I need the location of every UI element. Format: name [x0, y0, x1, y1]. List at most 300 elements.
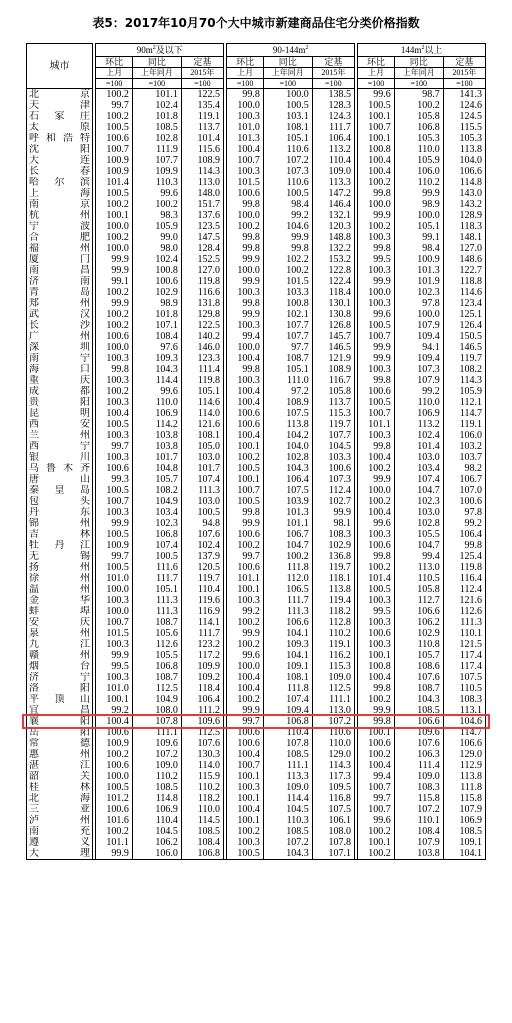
- value-cell: 108.1: [263, 122, 312, 133]
- value-cell: 106.8: [132, 529, 181, 540]
- value-cell: 100.2: [227, 639, 263, 650]
- value-cell: 100.8: [358, 144, 394, 155]
- city-cell: 长沙: [27, 320, 93, 331]
- value-cell: 100.0: [96, 584, 132, 595]
- value-cell: 100.1: [358, 133, 394, 144]
- table-row: [27, 804, 486, 815]
- value-cell: 100.6: [358, 628, 394, 639]
- value-cell: 100.2: [358, 463, 394, 474]
- value-cell: 100.4: [96, 716, 132, 727]
- value-cell: 108.0: [132, 705, 181, 716]
- value-cell: 114.6: [181, 397, 223, 408]
- value-cell: 106.0: [443, 430, 485, 441]
- value-cell: 113.2: [394, 419, 443, 430]
- value-cell: 102.3: [132, 518, 181, 529]
- value-cell: 153.2: [312, 254, 354, 265]
- value-cell: 123.3: [181, 353, 223, 364]
- value-cell: 101.7: [132, 452, 181, 463]
- table-row: [27, 628, 486, 639]
- value-cell: 111.1: [263, 760, 312, 771]
- value-cell: 146.4: [312, 199, 354, 210]
- value-cell: 99.8: [227, 89, 263, 101]
- value-cell: 148.6: [443, 254, 485, 265]
- table-row: [27, 408, 486, 419]
- value-cell: 99.5: [358, 254, 394, 265]
- value-cell: 118.1: [312, 573, 354, 584]
- value-cell: 110.2: [312, 628, 354, 639]
- value-cell: 105.1: [132, 584, 181, 595]
- value-cell: 100.3: [227, 595, 263, 606]
- value-cell: 100.1: [227, 815, 263, 826]
- value-cell: 121.6: [181, 419, 223, 430]
- value-cell: 151.7: [181, 199, 223, 210]
- value-cell: 106.7: [263, 529, 312, 540]
- value-cell: 97.8: [394, 298, 443, 309]
- value-cell: 100.4: [227, 397, 263, 408]
- value-cell: 113.8: [263, 419, 312, 430]
- value-cell: 99.9: [358, 276, 394, 287]
- value-cell: 99.9: [96, 265, 132, 276]
- value-cell: 100.7: [358, 782, 394, 793]
- value-cell: 100.1: [96, 694, 132, 705]
- city-cell: 银川: [27, 452, 93, 463]
- value-cell: 99.9: [358, 474, 394, 485]
- value-cell: 101.4: [358, 573, 394, 584]
- table-row: [27, 89, 486, 101]
- value-cell: 100.6: [96, 760, 132, 771]
- table-row: [27, 738, 486, 749]
- value-cell: 105.1: [181, 386, 223, 397]
- value-cell: 105.3: [394, 133, 443, 144]
- value-cell: 100.0: [96, 771, 132, 782]
- value-cell: 111.8: [443, 782, 485, 793]
- table-row: [27, 782, 486, 793]
- value-cell: 111.7: [181, 628, 223, 639]
- value-cell: 113.3: [263, 771, 312, 782]
- city-cell: 重庆: [27, 375, 93, 386]
- column-base-header: =100: [263, 79, 312, 89]
- value-cell: 100.5: [96, 419, 132, 430]
- value-cell: 115.3: [312, 661, 354, 672]
- value-cell: 100.4: [227, 386, 263, 397]
- value-cell: 100.1: [227, 474, 263, 485]
- value-cell: 150.5: [443, 331, 485, 342]
- value-cell: 103.1: [263, 111, 312, 122]
- value-cell: 119.6: [181, 595, 223, 606]
- value-cell: 111.6: [132, 562, 181, 573]
- value-cell: 110.0: [394, 397, 443, 408]
- value-cell: 109.9: [132, 166, 181, 177]
- value-cell: 100.4: [358, 155, 394, 166]
- value-cell: 101.7: [181, 463, 223, 474]
- value-cell: 109.0: [312, 672, 354, 683]
- value-cell: 111.8: [263, 562, 312, 573]
- city-cell: 烟台: [27, 661, 93, 672]
- value-cell: 100.5: [358, 397, 394, 408]
- value-cell: 100.0: [96, 342, 132, 353]
- value-cell: 118.2: [181, 793, 223, 804]
- city-cell: 扬州: [27, 562, 93, 573]
- value-cell: 111.2: [181, 705, 223, 716]
- value-cell: 99.8: [358, 188, 394, 199]
- group-header: $90-144m^2$: [227, 44, 355, 57]
- column-base-header: =100: [181, 79, 223, 89]
- value-cell: 110.0: [312, 738, 354, 749]
- value-cell: 100.4: [358, 672, 394, 683]
- value-cell: 110.4: [181, 584, 223, 595]
- value-cell: 99.9: [394, 188, 443, 199]
- column-ref-header: 2015年: [312, 68, 354, 79]
- value-cell: 100.3: [227, 166, 263, 177]
- value-cell: 99.8: [358, 716, 394, 727]
- value-cell: 111.7: [263, 595, 312, 606]
- column-ref-header: 上月: [96, 68, 132, 79]
- table-row: [27, 650, 486, 661]
- value-cell: 100.2: [358, 562, 394, 573]
- value-cell: 101.1: [358, 419, 394, 430]
- value-cell: 100.2: [227, 617, 263, 628]
- table-row: [27, 595, 486, 606]
- value-cell: 100.0: [394, 210, 443, 221]
- value-cell: 148.0: [181, 188, 223, 199]
- value-cell: 115.6: [181, 144, 223, 155]
- city-cell: 南宁: [27, 353, 93, 364]
- value-cell: 109.1: [263, 661, 312, 672]
- column-name-header: 定基: [312, 57, 354, 68]
- value-cell: 99.9: [96, 298, 132, 309]
- value-cell: 101.5: [96, 628, 132, 639]
- value-cell: 100.3: [96, 507, 132, 518]
- city-column-header: 城市: [27, 44, 93, 89]
- column-name-header: 环比: [96, 57, 132, 68]
- value-cell: 100.2: [358, 694, 394, 705]
- value-cell: 106.6: [443, 738, 485, 749]
- value-cell: 146.5: [312, 342, 354, 353]
- value-cell: 114.5: [181, 815, 223, 826]
- table-row: [27, 353, 486, 364]
- value-cell: 100.9: [96, 166, 132, 177]
- value-cell: 107.5: [312, 804, 354, 815]
- table-row: [27, 617, 486, 628]
- value-cell: 111.3: [181, 485, 223, 496]
- value-cell: 108.5: [394, 705, 443, 716]
- value-cell: 100.6: [227, 727, 263, 738]
- value-cell: 101.8: [132, 309, 181, 320]
- value-cell: 100.5: [96, 188, 132, 199]
- value-cell: 122.5: [181, 89, 223, 101]
- value-cell: 135.4: [181, 100, 223, 111]
- page-title: 表5：2017年10月70个大中城市新建商品住宅分类价格指数: [92, 16, 420, 30]
- value-cell: 108.7: [132, 672, 181, 683]
- value-cell: 100.1: [358, 837, 394, 848]
- value-cell: 109.0: [394, 771, 443, 782]
- value-cell: 107.2: [263, 155, 312, 166]
- value-cell: 100.3: [227, 320, 263, 331]
- city-cell: 湛江: [27, 760, 93, 771]
- value-cell: 99.6: [132, 188, 181, 199]
- value-cell: 100.5: [263, 100, 312, 111]
- value-cell: 106.7: [443, 474, 485, 485]
- value-cell: 100.3: [358, 364, 394, 375]
- value-cell: 100.4: [227, 804, 263, 815]
- column-name-header: 定基: [443, 57, 485, 68]
- value-cell: 100.1: [227, 584, 263, 595]
- value-cell: 100.0: [227, 342, 263, 353]
- value-cell: 100.1: [358, 650, 394, 661]
- city-cell: 济宁: [27, 672, 93, 683]
- value-cell: 117.4: [443, 650, 485, 661]
- value-cell: 100.3: [227, 287, 263, 298]
- value-cell: 100.6: [443, 496, 485, 507]
- table-row: [27, 562, 486, 573]
- value-cell: 119.4: [312, 595, 354, 606]
- value-cell: 101.1: [227, 573, 263, 584]
- value-cell: 102.4: [181, 540, 223, 551]
- value-cell: 106.6: [443, 166, 485, 177]
- value-cell: 119.8: [443, 562, 485, 573]
- value-cell: 141.3: [443, 89, 485, 101]
- group-header: $90m^2$及以下: [96, 44, 224, 57]
- value-cell: 122.8: [312, 265, 354, 276]
- value-cell: 100.3: [358, 639, 394, 650]
- city-cell: 丹东: [27, 507, 93, 518]
- value-cell: 99.8: [227, 199, 263, 210]
- value-cell: 126.8: [312, 320, 354, 331]
- value-cell: 113.7: [312, 397, 354, 408]
- city-cell: 安庆: [27, 617, 93, 628]
- value-cell: 100.0: [96, 606, 132, 617]
- table-row: [27, 771, 486, 782]
- value-cell: 100.7: [358, 122, 394, 133]
- value-cell: 102.3: [394, 496, 443, 507]
- city-cell: 牡丹江: [27, 540, 93, 551]
- value-cell: 106.8: [132, 661, 181, 672]
- value-cell: 100.4: [227, 672, 263, 683]
- value-cell: 99.9: [358, 705, 394, 716]
- value-cell: 106.8: [181, 848, 223, 860]
- value-cell: 100.3: [96, 353, 132, 364]
- value-cell: 113.0: [312, 705, 354, 716]
- value-cell: 116.2: [312, 650, 354, 661]
- value-cell: 115.8: [394, 793, 443, 804]
- value-cell: 97.2: [263, 386, 312, 397]
- value-cell: 101.4: [394, 441, 443, 452]
- value-cell: 100.3: [96, 639, 132, 650]
- value-cell: 100.2: [227, 221, 263, 232]
- table-row: [27, 441, 486, 452]
- value-cell: 110.3: [263, 815, 312, 826]
- table-row: [27, 694, 486, 705]
- value-cell: 104.0: [263, 441, 312, 452]
- table-row: [27, 727, 486, 738]
- value-cell: 110.3: [132, 177, 181, 188]
- value-cell: 100.1: [227, 771, 263, 782]
- value-cell: 105.8: [394, 111, 443, 122]
- value-cell: 109.3: [263, 639, 312, 650]
- value-cell: 99.6: [358, 815, 394, 826]
- value-cell: 100.8: [132, 265, 181, 276]
- city-cell: 乌鲁木齐: [27, 463, 93, 474]
- value-cell: 100.0: [394, 309, 443, 320]
- value-cell: 119.7: [443, 353, 485, 364]
- value-cell: 109.0: [263, 782, 312, 793]
- value-cell: 99.1: [394, 232, 443, 243]
- value-cell: 148.8: [312, 232, 354, 243]
- value-cell: 107.2: [132, 749, 181, 760]
- value-cell: 100.5: [96, 529, 132, 540]
- value-cell: 105.9: [443, 386, 485, 397]
- value-cell: 100.6: [96, 331, 132, 342]
- value-cell: 112.5: [132, 683, 181, 694]
- value-cell: 100.0: [358, 287, 394, 298]
- value-cell: 100.2: [263, 551, 312, 562]
- city-cell: 大理: [27, 848, 93, 860]
- value-cell: 128.3: [312, 100, 354, 111]
- value-cell: 107.1: [312, 848, 354, 860]
- value-cell: 110.4: [132, 815, 181, 826]
- value-cell: 108.7: [394, 683, 443, 694]
- value-cell: 100.0: [227, 265, 263, 276]
- table-row: [27, 397, 486, 408]
- table-row: [27, 837, 486, 848]
- value-cell: 100.1: [358, 111, 394, 122]
- value-cell: 104.7: [394, 485, 443, 496]
- value-cell: 101.1: [263, 518, 312, 529]
- value-cell: 114.4: [263, 793, 312, 804]
- table-row: [27, 122, 486, 133]
- value-cell: 100.2: [96, 199, 132, 210]
- column-ref-header: 上月: [358, 68, 394, 79]
- value-cell: 112.4: [443, 584, 485, 595]
- value-cell: 100.3: [358, 617, 394, 628]
- value-cell: 110.4: [263, 727, 312, 738]
- value-cell: 113.3: [312, 177, 354, 188]
- value-cell: 101.1: [96, 837, 132, 848]
- value-cell: 99.4: [358, 771, 394, 782]
- table-row: [27, 683, 486, 694]
- value-cell: 100.4: [227, 353, 263, 364]
- table-row: [27, 606, 486, 617]
- value-cell: 136.8: [312, 551, 354, 562]
- value-cell: 99.8: [227, 298, 263, 309]
- table-row: [27, 309, 486, 320]
- value-cell: 102.3: [394, 287, 443, 298]
- value-cell: 103.2: [443, 441, 485, 452]
- table-row: [27, 287, 486, 298]
- value-cell: 137.9: [181, 551, 223, 562]
- value-cell: 106.8: [394, 122, 443, 133]
- value-cell: 122.4: [312, 276, 354, 287]
- value-cell: 100.9: [96, 540, 132, 551]
- value-cell: 115.9: [181, 771, 223, 782]
- table-row: [27, 111, 486, 122]
- value-cell: 109.4: [263, 705, 312, 716]
- value-cell: 100.3: [227, 375, 263, 386]
- value-cell: 97.7: [263, 342, 312, 353]
- value-cell: 102.9: [394, 628, 443, 639]
- value-cell: 100.9: [96, 155, 132, 166]
- city-cell: 沈阳: [27, 144, 93, 155]
- value-cell: 106.0: [132, 848, 181, 860]
- table-row: [27, 320, 486, 331]
- value-cell: 99.7: [96, 441, 132, 452]
- value-cell: 109.0: [312, 166, 354, 177]
- value-cell: 117.4: [443, 661, 485, 672]
- value-cell: 107.5: [443, 672, 485, 683]
- value-cell: 100.6: [96, 133, 132, 144]
- value-cell: 107.3: [263, 166, 312, 177]
- table-row: [27, 716, 486, 727]
- value-cell: 107.1: [132, 320, 181, 331]
- value-cell: 100.6: [227, 738, 263, 749]
- value-cell: 100.4: [96, 408, 132, 419]
- value-cell: 101.0: [227, 122, 263, 133]
- city-cell: 洛阳: [27, 683, 93, 694]
- table-row: [27, 518, 486, 529]
- value-cell: 104.6: [443, 716, 485, 727]
- city-cell: 宜昌: [27, 705, 93, 716]
- value-cell: 147.5: [181, 232, 223, 243]
- value-cell: 104.2: [263, 430, 312, 441]
- value-cell: 101.5: [227, 177, 263, 188]
- city-cell: 宁波: [27, 221, 93, 232]
- value-cell: 122.7: [443, 265, 485, 276]
- value-cell: 100.3: [358, 430, 394, 441]
- city-cell: 无锡: [27, 551, 93, 562]
- value-cell: 106.6: [394, 716, 443, 727]
- value-cell: 99.9: [358, 342, 394, 353]
- value-cell: 103.0: [181, 452, 223, 463]
- table-row: [27, 749, 486, 760]
- table-row: [27, 177, 486, 188]
- value-cell: 100.3: [96, 375, 132, 386]
- value-cell: 100.2: [227, 452, 263, 463]
- value-cell: 100.6: [96, 804, 132, 815]
- value-cell: 101.3: [227, 133, 263, 144]
- value-cell: 100.5: [227, 463, 263, 474]
- city-cell: 秦皇岛: [27, 485, 93, 496]
- value-cell: 119.7: [312, 419, 354, 430]
- value-cell: 112.6: [132, 639, 181, 650]
- value-cell: 111.9: [132, 144, 181, 155]
- value-cell: 102.4: [132, 254, 181, 265]
- value-cell: 106.9: [443, 815, 485, 826]
- value-cell: 118.3: [443, 221, 485, 232]
- value-cell: 121.5: [443, 639, 485, 650]
- value-cell: 100.7: [96, 496, 132, 507]
- value-cell: 146.0: [181, 342, 223, 353]
- value-cell: 111.4: [181, 364, 223, 375]
- value-cell: 99.2: [443, 518, 485, 529]
- value-cell: 99.9: [227, 254, 263, 265]
- value-cell: 114.7: [443, 727, 485, 738]
- value-cell: 103.0: [394, 507, 443, 518]
- table-row: [27, 386, 486, 397]
- value-cell: 143.0: [443, 188, 485, 199]
- city-cell: 包头: [27, 496, 93, 507]
- value-cell: 100.3: [358, 298, 394, 309]
- value-cell: 100.2: [227, 694, 263, 705]
- value-cell: 105.7: [132, 474, 181, 485]
- value-cell: 102.2: [263, 254, 312, 265]
- value-cell: 114.0: [181, 408, 223, 419]
- value-cell: 101.4: [96, 177, 132, 188]
- value-cell: 109.1: [443, 837, 485, 848]
- value-cell: 98.7: [394, 89, 443, 101]
- value-cell: 107.6: [181, 738, 223, 749]
- table-row: [27, 639, 486, 650]
- value-cell: 115.5: [443, 122, 485, 133]
